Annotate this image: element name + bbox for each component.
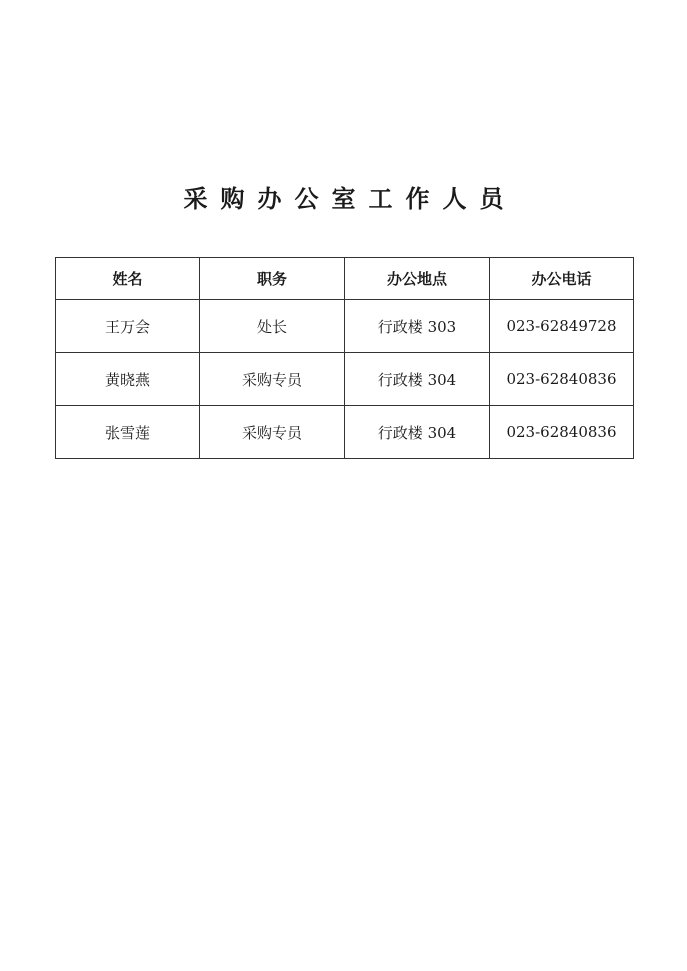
cell-position: 采购专员 xyxy=(200,353,345,406)
header-office-phone: 办公电话 xyxy=(490,258,634,300)
cell-office-phone: 023-62840836 xyxy=(490,406,634,459)
cell-office-location: 行政楼 304 xyxy=(345,406,490,459)
cell-position: 处长 xyxy=(200,300,345,353)
cell-name: 黄晓燕 xyxy=(56,353,200,406)
cell-office-location: 行政楼 304 xyxy=(345,353,490,406)
header-office-location: 办公地点 xyxy=(345,258,490,300)
header-position: 职务 xyxy=(200,258,345,300)
cell-position: 采购专员 xyxy=(200,406,345,459)
cell-office-phone: 023-62849728 xyxy=(490,300,634,353)
cell-office-phone: 023-62840836 xyxy=(490,353,634,406)
cell-office-location: 行政楼 303 xyxy=(345,300,490,353)
document-title: 采购办公室工作人员 xyxy=(183,184,517,213)
table-row xyxy=(56,406,634,459)
table-row xyxy=(56,353,634,406)
cell-name: 王万会 xyxy=(56,300,200,353)
cell-name: 张雪莲 xyxy=(56,406,200,459)
table-row xyxy=(56,300,634,353)
table-header-row xyxy=(56,258,634,300)
staff-table xyxy=(55,257,634,459)
header-name: 姓名 xyxy=(56,258,200,300)
